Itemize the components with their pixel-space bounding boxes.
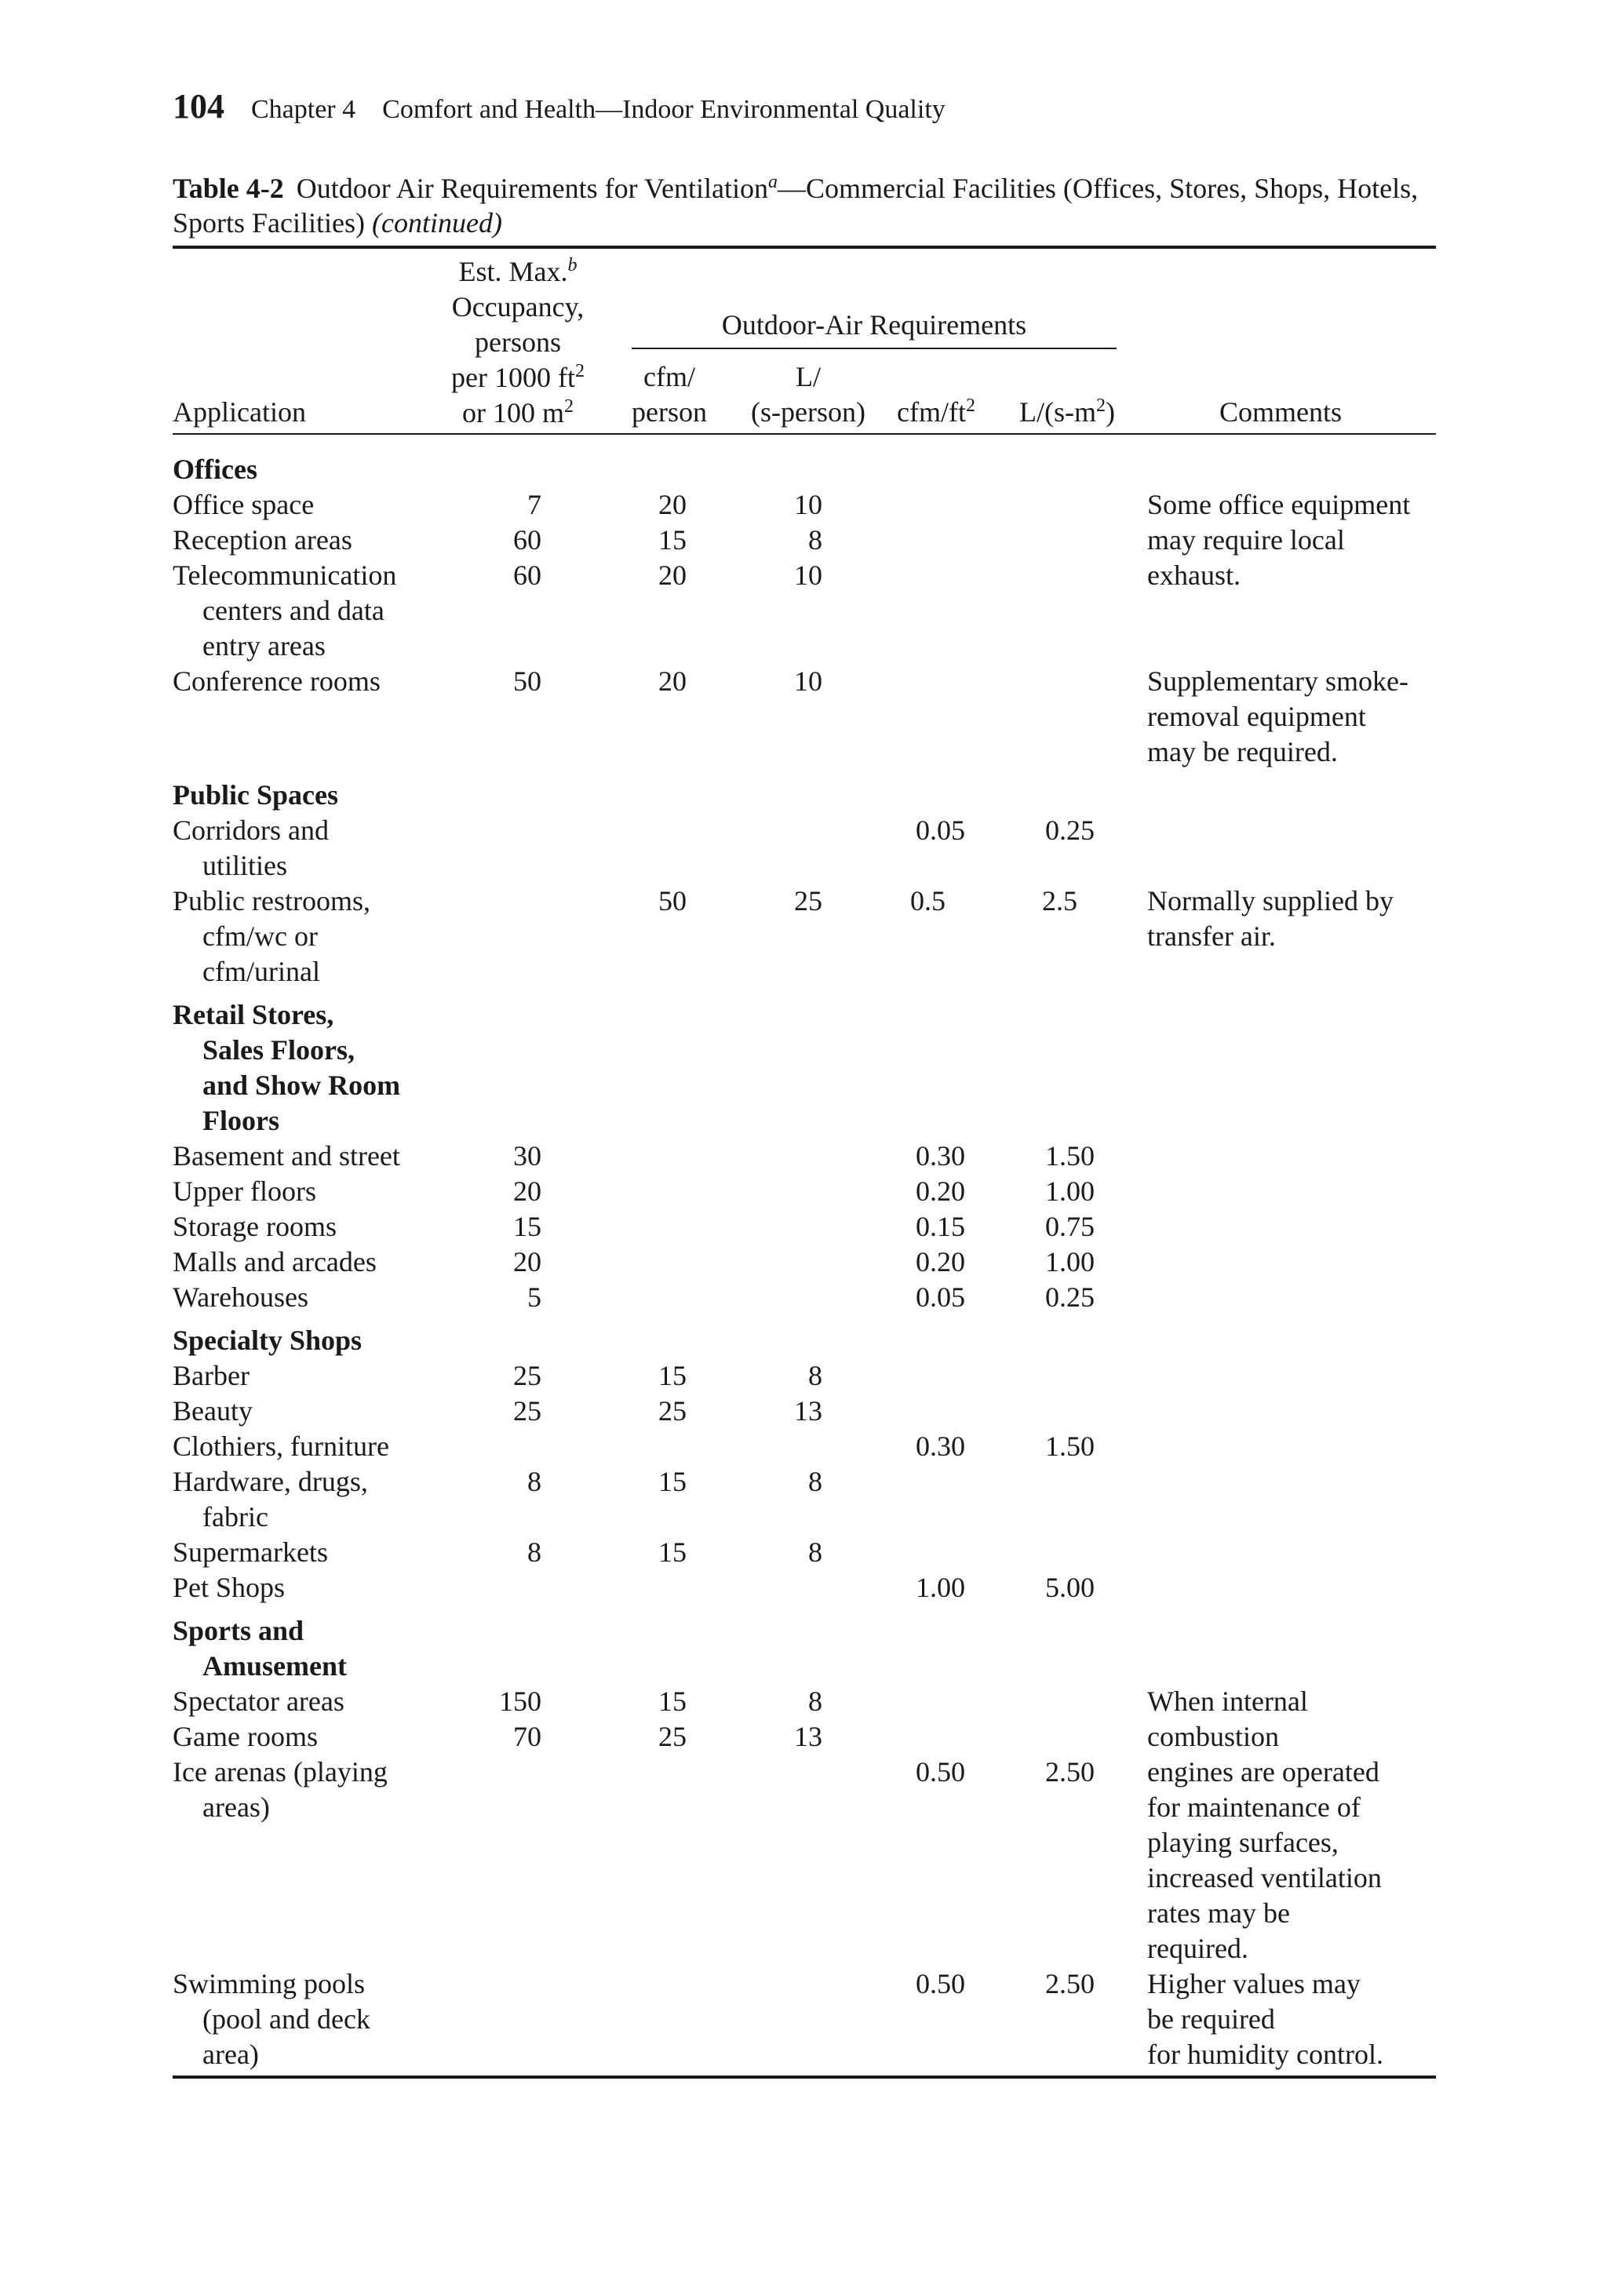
cell-ls-person: 10 <box>794 559 822 591</box>
row-application-line: areas) <box>202 1791 270 1823</box>
header-cfm-person-line2: person <box>632 396 707 428</box>
row-application-line: Ice arenas (playing <box>173 1756 388 1788</box>
row-application: Storage rooms <box>173 1211 337 1242</box>
row-application: Warehouses <box>173 1281 309 1313</box>
header-occupancy-line3: persons <box>475 326 561 358</box>
cell-cfm-person: 20 <box>658 489 687 520</box>
comment-line: for maintenance of <box>1147 1791 1361 1823</box>
cell-cfm-person: 25 <box>658 1395 687 1427</box>
comment-line: required. <box>1147 1933 1248 1964</box>
comment-line: Higher values may <box>1147 1968 1361 1999</box>
row-application-line: Swimming pools <box>173 1968 366 1999</box>
comment-line: playing surfaces, <box>1147 1827 1339 1858</box>
header-occupancy-line5: or 100 m <box>462 397 564 428</box>
row-application: Supermarkets <box>173 1536 328 1568</box>
row-application: Malls and arcades <box>173 1246 377 1277</box>
cell-cfm-ft2: 0.20 <box>916 1175 965 1207</box>
comment-line: Some office equipment <box>1147 489 1411 520</box>
section-title-specialty-shops: Specialty Shops <box>173 1325 363 1356</box>
row-application: Conference rooms <box>173 665 381 697</box>
row-application-line: area) <box>202 2039 259 2070</box>
cell-cfm-person: 15 <box>658 1686 687 1717</box>
cell-cfm-ft2: 0.30 <box>916 1430 965 1462</box>
section-title-line: Sales Floors, <box>202 1034 355 1066</box>
cell-occupancy: 60 <box>513 559 541 591</box>
table-title-part2: —Commercial Facilities (Offices, Stores, Shops, Hotels, Sports Facilities) <box>173 173 1419 239</box>
cell-cfm-ft2: 0.05 <box>916 1281 965 1313</box>
row-application-line: Telecommunication <box>173 559 397 591</box>
header-ls-m2 <box>1004 395 1130 430</box>
cell-cfm-person: 15 <box>658 1466 687 1497</box>
continued-label: (continued) <box>372 207 502 239</box>
cell-occupancy: 15 <box>513 1211 541 1242</box>
section-title-line: Retail Stores, <box>173 999 334 1030</box>
comment <box>1147 1966 1438 2072</box>
table-title-part1: Outdoor Air Requirements for Ventilation <box>296 173 768 204</box>
header-cfm-ft2-text: cfm/ft <box>897 396 966 428</box>
cell-occupancy: 7 <box>527 489 541 520</box>
row-application: Clothiers, furniture <box>173 1430 389 1462</box>
cell-occupancy: 8 <box>527 1536 541 1568</box>
row-application: Office space <box>173 489 315 520</box>
cell-cfm-ft2: 0.15 <box>916 1211 965 1242</box>
row-application: Upper floors <box>173 1175 316 1207</box>
comment-line: Normally supplied by <box>1147 885 1394 917</box>
row-application <box>173 884 439 989</box>
comment-line: removal equipment <box>1147 701 1366 732</box>
cell-occupancy: 60 <box>513 524 541 556</box>
comment-line: rates may be <box>1147 1897 1290 1929</box>
cell-ls-person: 10 <box>794 489 822 520</box>
table-caption <box>173 171 1428 240</box>
cell-cfm-person: 20 <box>658 559 687 591</box>
cell-occupancy: 25 <box>513 1395 541 1427</box>
cell-cfm-person: 50 <box>658 885 687 917</box>
header-comments: Comments <box>1219 396 1342 428</box>
running-head <box>173 86 946 126</box>
cell-occupancy: 50 <box>513 665 541 697</box>
row-application <box>173 1966 439 2072</box>
header-occupancy-footnote: b <box>567 255 578 275</box>
cell-cfm-person: 15 <box>658 1536 687 1568</box>
comment-line: may require local <box>1147 524 1345 556</box>
cell-ls-m2: 1.50 <box>1045 1140 1095 1172</box>
comment-line: transfer air. <box>1147 920 1276 952</box>
cell-ls-m2: 0.75 <box>1045 1211 1095 1242</box>
row-application-line: entry areas <box>202 630 326 661</box>
cell-ls-person: 8 <box>808 524 822 556</box>
cell-cfm-ft2: 0.50 <box>916 1968 965 1999</box>
row-application: Spectator areas <box>173 1686 344 1717</box>
row-application <box>173 813 439 884</box>
header-superscript: 2 <box>574 361 585 381</box>
section-title-offices: Offices <box>173 454 257 485</box>
cell-occupancy: 70 <box>513 1721 541 1752</box>
section-title-public-spaces: Public Spaces <box>173 779 339 811</box>
header-occupancy-line4: per 1000 ft <box>451 362 575 393</box>
group-header-rule <box>632 348 1117 349</box>
row-application-line: Hardware, drugs, <box>173 1466 368 1497</box>
header-occupancy-line2: Occupancy, <box>451 291 585 323</box>
header-occupancy <box>428 254 608 431</box>
row-application-line: Public restrooms, <box>173 885 370 917</box>
row-application: Pet Shops <box>173 1572 286 1603</box>
row-application <box>173 558 439 664</box>
cell-occupancy: 8 <box>527 1466 541 1497</box>
header-outdoor-air-group: Outdoor-Air Requirements <box>721 309 1027 341</box>
caption-footnote-mark: a <box>767 172 778 192</box>
section-title-line: and Show Room <box>202 1070 401 1101</box>
section-title-line: Amusement <box>202 1650 347 1682</box>
chapter-title: Comfort and Health—Indoor Environmental Quality <box>382 95 946 124</box>
header-ls-m2-close: ) <box>1105 396 1115 428</box>
row-application-line: Corridors and <box>173 815 329 846</box>
cell-cfm-ft2: 0.05 <box>916 815 965 846</box>
cell-ls-person: 8 <box>808 1466 822 1497</box>
cell-occupancy: 150 <box>499 1686 541 1717</box>
cell-ls-person: 13 <box>794 1721 822 1752</box>
row-application: Reception areas <box>173 524 352 556</box>
row-application-line: centers and data <box>202 595 384 626</box>
row-application <box>173 1464 439 1535</box>
comment-line: increased ventilation <box>1147 1862 1382 1893</box>
comment-line: may be required. <box>1147 736 1338 767</box>
table-number: Table 4-2 <box>173 173 284 204</box>
comment-line: combustion <box>1147 1721 1279 1752</box>
comment-line: exhaust. <box>1147 559 1241 591</box>
row-application-line: utilities <box>202 850 287 881</box>
header-cfm-ft2 <box>885 395 987 430</box>
comment <box>1147 664 1438 770</box>
row-application: Basement and street <box>173 1140 400 1172</box>
section-title-line: Sports and <box>173 1615 304 1646</box>
cell-ls-m2: 0.25 <box>1045 815 1095 846</box>
cell-occupancy: 25 <box>513 1360 541 1391</box>
row-application-line: (pool and deck <box>202 2003 370 2035</box>
header-ls-person <box>734 359 883 430</box>
cell-cfm-person: 20 <box>658 665 687 697</box>
cell-occupancy: 20 <box>513 1246 541 1277</box>
cell-ls-person: 8 <box>808 1360 822 1391</box>
cell-cfm-person: 15 <box>658 524 687 556</box>
comment-line: be required <box>1147 2003 1275 2035</box>
section-title-sports <box>173 1613 347 1684</box>
header-superscript: 2 <box>1095 395 1106 416</box>
cell-occupancy: 5 <box>527 1281 541 1313</box>
cell-ls-person: 25 <box>794 885 822 917</box>
header-ls-person-line1: L/ <box>796 361 821 392</box>
header-ls-m2-text: L/(s-m <box>1019 396 1096 428</box>
header-occupancy-line1: Est. Max. <box>458 256 568 287</box>
cell-occupancy: 20 <box>513 1175 541 1207</box>
cell-ls-m2: 2.50 <box>1045 1968 1095 1999</box>
comment-line: Supplementary smoke- <box>1147 665 1408 697</box>
cell-cfm-person: 25 <box>658 1721 687 1752</box>
row-application: Beauty <box>173 1395 253 1427</box>
chapter-label: Chapter 4 <box>251 95 356 124</box>
header-cfm-person-line1: cfm/ <box>643 361 695 392</box>
header-ls-person-line2: (s-person) <box>751 396 865 428</box>
cell-ls-person: 10 <box>794 665 822 697</box>
cell-occupancy: 30 <box>513 1140 541 1172</box>
page-number: 104 <box>173 87 224 126</box>
cell-ls-m2: 1.00 <box>1045 1246 1095 1277</box>
cell-ls-person: 8 <box>808 1536 822 1568</box>
cell-cfm-ft2: 1.00 <box>916 1572 965 1603</box>
row-application: Barber <box>173 1360 250 1391</box>
cell-ls-m2: 5.00 <box>1045 1572 1095 1603</box>
comment-line: engines are operated <box>1147 1756 1379 1788</box>
header-bottom-rule <box>173 433 1436 435</box>
cell-cfm-ft2: 0.30 <box>916 1140 965 1172</box>
comment <box>1147 487 1438 593</box>
header-superscript: 2 <box>564 396 574 417</box>
comment-line: for humidity control. <box>1147 2039 1383 2070</box>
cell-cfm-ft2: 0.50 <box>916 1756 965 1788</box>
comment <box>1147 884 1438 954</box>
row-application <box>173 1755 439 1825</box>
cell-ls-m2: 0.25 <box>1045 1281 1095 1313</box>
section-title-retail <box>173 997 400 1139</box>
cell-ls-m2: 2.5 <box>1042 885 1077 917</box>
cell-ls-person: 13 <box>794 1395 822 1427</box>
header-application: Application <box>173 396 306 428</box>
comment <box>1147 1684 1438 1966</box>
table-bottom-rule <box>173 2076 1436 2079</box>
row-application-line: cfm/urinal <box>202 956 320 987</box>
table-top-rule <box>173 246 1436 249</box>
header-cfm-person <box>618 359 720 430</box>
cell-ls-m2: 1.00 <box>1045 1175 1095 1207</box>
cell-ls-m2: 1.50 <box>1045 1430 1095 1462</box>
row-application: Game rooms <box>173 1721 318 1752</box>
cell-cfm-ft2: 0.20 <box>916 1246 965 1277</box>
cell-ls-person: 8 <box>808 1686 822 1717</box>
cell-cfm-person: 15 <box>658 1360 687 1391</box>
cell-cfm-ft2: 0.5 <box>910 885 946 917</box>
row-application-line: fabric <box>202 1501 268 1532</box>
comment-line: When internal <box>1147 1686 1308 1717</box>
cell-ls-m2: 2.50 <box>1045 1756 1095 1788</box>
section-title-line: Floors <box>202 1105 279 1136</box>
row-application-line: cfm/wc or <box>202 920 318 952</box>
header-superscript: 2 <box>965 395 975 416</box>
